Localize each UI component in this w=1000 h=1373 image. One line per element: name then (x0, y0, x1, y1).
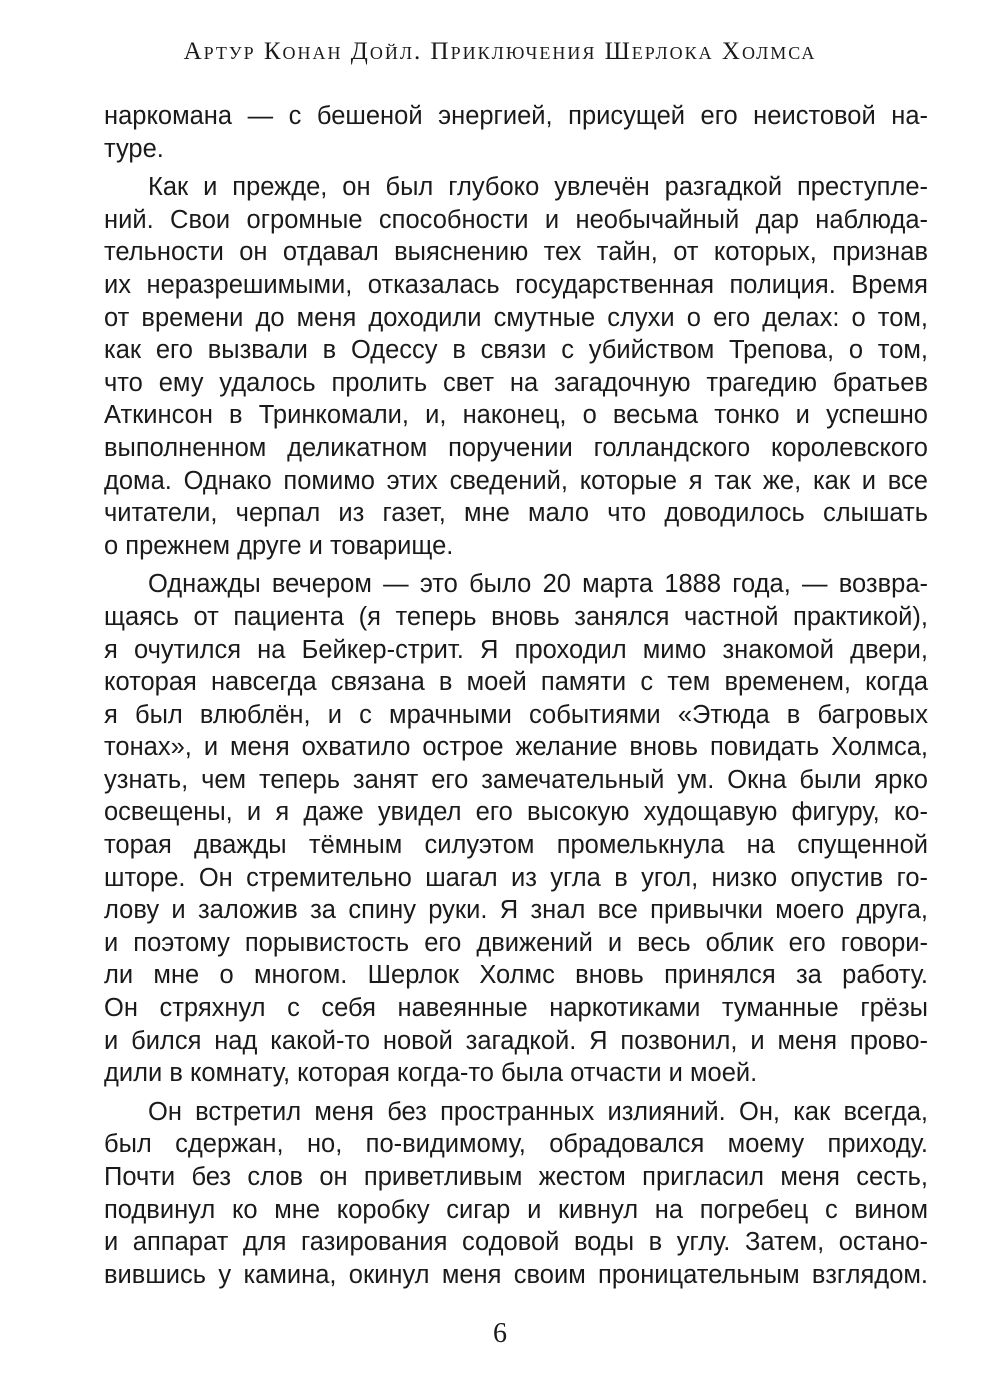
text-line: я очутился на Бейкер-стрит. Я проходил мимо знакомой двери, (104, 635, 928, 664)
text-line: что ему удалось пролить свет на загадочную трагедию братьев (104, 368, 928, 397)
paragraph (104, 100, 928, 165)
text-line: тонах», и меня охватило острое желание вновь повидать Холмса, (104, 733, 928, 762)
text-line: их неразрешимыми, отказалась государственная полиция. Время (104, 270, 928, 299)
text-line: как его вызвали в Одессу в связи с убийством Трепова, о том, (104, 336, 928, 365)
text-line: ний. Свои огромные способности и необычайный дар наблюда- (104, 205, 928, 234)
text-line: наркомана — с бешеной энергией, присущей его неистовой на- (104, 102, 928, 130)
text-line: вившись у камина, окинул меня своим проницательным взглядом. (104, 1260, 928, 1289)
text-line: и бился над какой-то новой загадкой. Я позвонил, и меня прово- (104, 1026, 928, 1055)
text-line: выполненном деликатном поручении голландского королевского (104, 433, 928, 462)
text-line: о прежнем друге и товарище. (104, 531, 454, 560)
text-line: и поэтому порывистость его движений и весь облик его говори- (104, 928, 928, 957)
text-line: от времени до меня доходили смутные слухи о его делах: о том, (104, 303, 928, 332)
text-line: и аппарат для газирования содовой воды в углу. Затем, остано- (104, 1228, 928, 1257)
text-line: Однажды вечером — это было 20 марта 1888 года, — возвра- (148, 570, 928, 599)
paragraph (104, 171, 928, 562)
text-line: Он встретил меня без пространных излияний. Он, как всегда, (148, 1097, 928, 1126)
text-line: я был влюблён, и с мрачными событиями «Этюда в багровых (104, 700, 928, 729)
text-line: щаясь от пациента (я теперь вновь занялся частной практикой), (104, 602, 928, 631)
text-line: тельности он отдавал выяснению тех тайн, от которых, признав (104, 238, 928, 267)
text-line: дома. Однако помимо этих сведений, которые я так же, как и все (104, 466, 928, 495)
text-line: освещены, и я даже увидел его высокую худощавую фигуру, ко- (104, 798, 928, 827)
text-line: Как и прежде, он был глубоко увлечён разгадкой преступле- (148, 173, 928, 202)
text-line: торая дважды тёмным силуэтом промелькнула на спущенной (104, 831, 928, 860)
text-line: был сдержан, но, по-видимому, обрадовался моему приходу. (104, 1130, 928, 1159)
text-line: шторе. Он стремительно шагал из угла в угол, низко опустив го- (104, 863, 928, 892)
text-line: подвинул ко мне коробку сигар и кивнул на погребец с вином (104, 1195, 928, 1224)
text-line: Аткинсон в Тринкомали, и, наконец, о весьма тонко и успешно (104, 401, 928, 430)
page-number: 6 (493, 1318, 507, 1349)
text-line: дили в комнату, которая когда-то была отчасти и моей. (104, 1059, 758, 1088)
running-header: Артур Конан Дойл. Приключения Шерлока Холмса (183, 38, 817, 65)
text-line: которая навсегда связана в моей памяти с тем временем, когда (104, 668, 928, 697)
paragraph (104, 568, 928, 1090)
text-line: туре. (104, 134, 164, 163)
body-text (104, 100, 928, 1291)
text-line: читатели, черпал из газет, мне мало что доводилось слышать (104, 499, 928, 528)
paragraph (104, 1096, 928, 1292)
text-line: лову и заложив за спину руки. Я знал все привычки моего друга, (104, 896, 928, 925)
text-line: узнать, чем теперь занят его замечательный ум. Окна были ярко (104, 765, 928, 794)
text-line: ли мне о многом. Шерлок Холмс вновь принялся за работу. (104, 961, 928, 990)
text-line: Почти без слов он приветливым жестом пригласил меня сесть, (104, 1163, 928, 1191)
text-line: Он стряхнул с себя навеянные наркотиками туманные грёзы (104, 994, 928, 1023)
